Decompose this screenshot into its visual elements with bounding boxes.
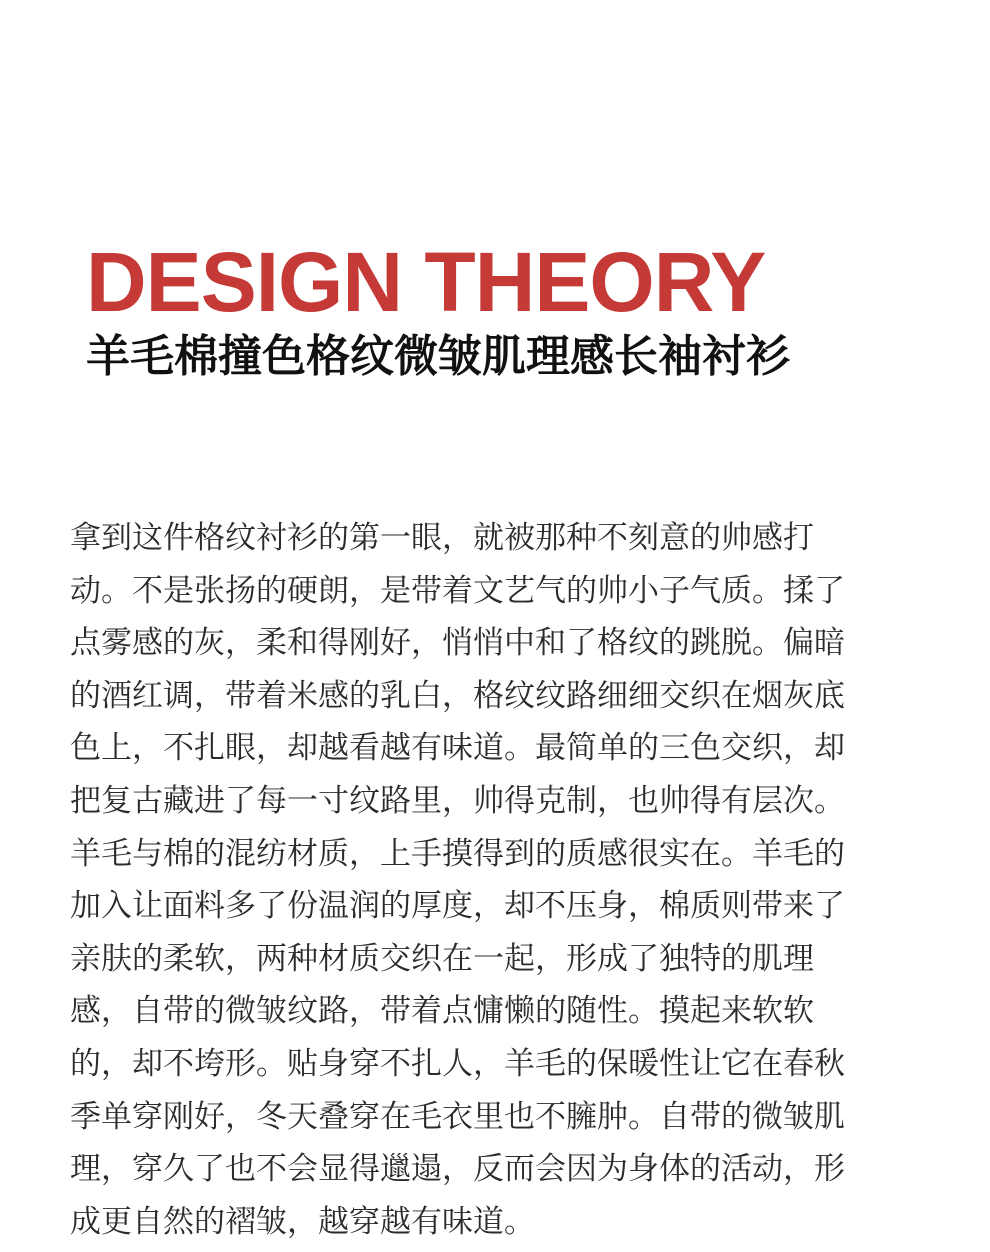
article-line: 色上，不扎眼，却越看越有味道。最简单的三色交织，却 [70,730,845,767]
article-line: 羊毛与棉的混纺材质，上手摸得到的质感很实在。羊毛的 [70,835,845,872]
article-line: 成更自然的褶皱，越穿越有味道。 [70,1203,535,1240]
article-line: 理，穿久了也不会显得邋遢，反而会因为身体的活动，形 [70,1151,845,1188]
article-line: 的酒红调，带着米感的乳白，格纹纹路细细交织在烟灰底 [70,677,845,714]
design-theory-heading: DESIGN THEORY [86,235,766,329]
article-line: 季单穿刚好，冬天叠穿在毛衣里也不臃肿。自带的微皱肌 [70,1098,845,1135]
article-line: 把复古藏进了每一寸纹路里，帅得克制，也帅得有层次。 [70,782,845,819]
article-line: 亲肤的柔软，两种材质交织在一起，形成了独特的肌理 [70,940,814,977]
article-line: 动。不是张扬的硬朗，是带着文艺气的帅小子气质。揉了 [70,572,845,609]
article-line: 点雾感的灰，柔和得刚好，悄悄中和了格纹的跳脱。偏暗 [70,625,845,662]
article-line: 拿到这件格纹衬衫的第一眼，就被那种不刻意的帅感打 [70,520,814,556]
product-title: 羊毛棉撞色格纹微皱肌理感长袖衬衫 [86,331,790,382]
article-line: 加入让面料多了份温润的厚度，却不压身，棉质则带来了 [70,888,845,925]
article-line: 感，自带的微皱纹路，带着点慵懒的随性。摸起来软软 [70,993,814,1030]
article-line: 的，却不垮形。贴身穿不扎人，羊毛的保暖性让它在春秋 [70,1045,845,1082]
article-body [70,512,920,1248]
